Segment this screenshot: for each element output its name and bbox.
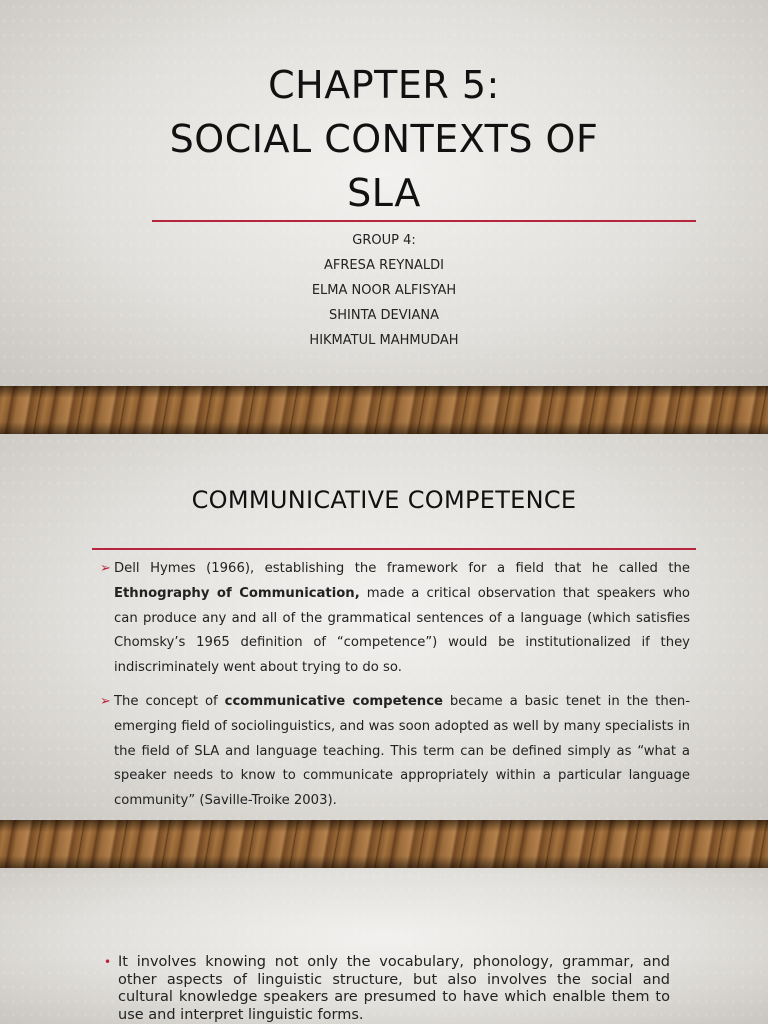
bullet-text: It involves knowing not only the vocabulary, phonology, grammar, and other aspects of linguistic structure, but also involves the social and cultural knowledge speakers are presumed to have which enalble them to use and interpret linguistic forms. [118, 954, 670, 1023]
bullet-text: The concept of [114, 693, 225, 709]
bullet-list [100, 557, 690, 823]
arrow-bullet-icon: ➢ [100, 693, 111, 709]
title-line-3: SLA [347, 171, 421, 215]
bullet-text: became a basic tenet in the then-emerging field of sociolinguistics, and was soon adopted as well by many specialists in the field of SLA and language teaching. This term can be defined simply as “what a speaker needs to know to communicate appropriately within a particular language community” (Saville-Troike 2003). [114, 693, 690, 809]
title-divider [152, 220, 696, 222]
bullet-list [104, 954, 670, 1024]
bullet-text: made a critical observation that speakers who can produce any and all of the grammatical sentences of a language (which satisfies Chomsky’s 1965 definition of “competence”) would be institutionalized if they indiscriminately went about trying to do so. [114, 585, 690, 676]
bullet-item [100, 690, 690, 814]
title-line-1: CHAPTER 5: [268, 63, 500, 107]
slide-heading: COMMUNICATIVE COMPETENCE [191, 486, 577, 514]
heading-divider [92, 548, 696, 550]
title-line-2: SOCIAL CONTEXTS OF [169, 117, 599, 161]
bullet-bold-term: ccommunicative competence [224, 693, 443, 709]
group-label: GROUP 4: [352, 233, 416, 248]
dot-bullet-icon: • [104, 955, 112, 969]
member-name: SHINTA DEVIANA [328, 308, 439, 323]
member-name: ELMA NOOR ALFISYAH [311, 283, 457, 298]
arrow-bullet-icon: ➢ [100, 561, 111, 576]
bullet-bold-term: Ethnography of Communication, [114, 585, 360, 601]
group-members [0, 228, 768, 353]
bullet-text: Dell Hymes (1966), establishing the framework for a field that he called the [114, 561, 690, 576]
slide-title-heading [0, 58, 768, 220]
bullet-item [100, 557, 690, 681]
member-name: AFRESA REYNALDI [323, 258, 445, 273]
wood-floor-divider [0, 386, 768, 434]
slide-title [0, 0, 768, 386]
member-name: HIKMATUL MAHMUDAH [309, 333, 459, 348]
wood-floor-divider [0, 820, 768, 868]
bullet-item [104, 954, 670, 1024]
